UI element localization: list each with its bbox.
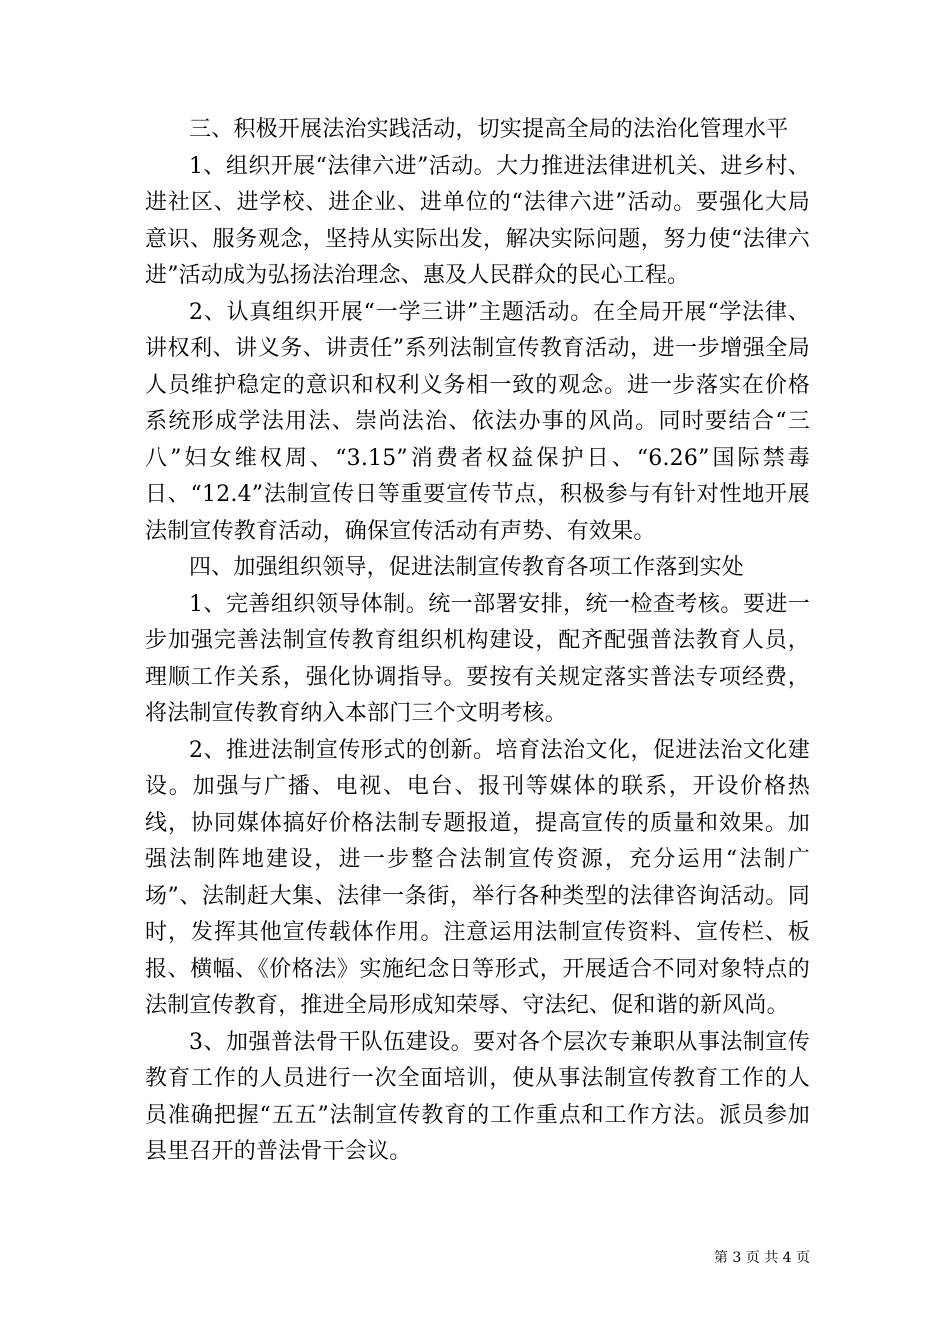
section-heading-three: 三、积极开展法治实践活动，切实提高全局的法治化管理水平	[189, 117, 789, 142]
paragraph-one-study-three-talks: 2、认真组织开展“一学三讲”主题活动。在全局开展“学法律、讲权利、讲义务、讲责任”系列法制宣传教育活动，进一步增强全局人员维护稳定的意识和权利义务相一致的观念。进一步落实在价格系统形成学法用法、崇尚法治、依法办事的风尚。同时要结合“三八”妇女维权周、“3.15”消费者权益保护日、“6.26”国际禁毒日、“12.4”法制宣传日等重要宣传节点，积极参与有针对性地开展法制宣传教育活动，确保宣传活动有声势、有效果。	[145, 299, 810, 544]
paragraph-publicity-innovation: 2、推进法制宣传形式的创新。培育法治文化，促进法治文化建设。加强与广播、电视、电台、报刊等媒体的联系，开设价格热线，协同媒体搞好价格法制专题报道，提高宣传的质量和效果。加强法制阵地建设，进一步整合法制宣传资源，充分运用“法制广场”、法制赶大集、法律一条街，举行各种类型的法律咨询活动。同时，发挥其他宣传载体作用。注意运用法制宣传资料、宣传栏、板报、横幅、《价格法》实施纪念日等形式，开展适合不同对象特点的法制宣传教育，推进全局形成知荣辱、守法纪、促和谐的新风尚。	[145, 737, 810, 1018]
document-body	[145, 112, 810, 1171]
paragraph-backbone-team: 3、加强普法骨干队伍建设。要对各个层次专兼职从事法制宣传教育工作的人员进行一次全面培训，使从事法制宣传教育工作的人员准确把握“五五”法制宣传教育的工作重点和工作方法。派员参加县里召开的普法骨干会议。	[145, 1029, 810, 1164]
page-number-footer: 第 3 页 共 4 页	[713, 1250, 810, 1266]
paragraph-law-six-entries: 1、组织开展“法律六进”活动。大力推进法律进机关、进乡村、进社区、进学校、进企业、进单位的“法律六进”活动。要强化大局意识、服务观念，坚持从实际出发，解决实际问题，努力使“法律六进”活动成为弘扬法治理念、惠及人民群众的民心工程。	[145, 153, 810, 288]
paragraph-leadership-system: 1、完善组织领导体制。统一部署安排，统一检查考核。要进一步加强完善法制宣传教育组织机构建设，配齐配强普法教育人员，理顺工作关系，强化协调指导。要按有关规定落实普法专项经费，将法制宣传教育纳入本部门三个文明考核。	[145, 591, 810, 726]
section-heading-four: 四、加强组织领导，促进法制宣传教育各项工作落到实处	[189, 555, 745, 580]
